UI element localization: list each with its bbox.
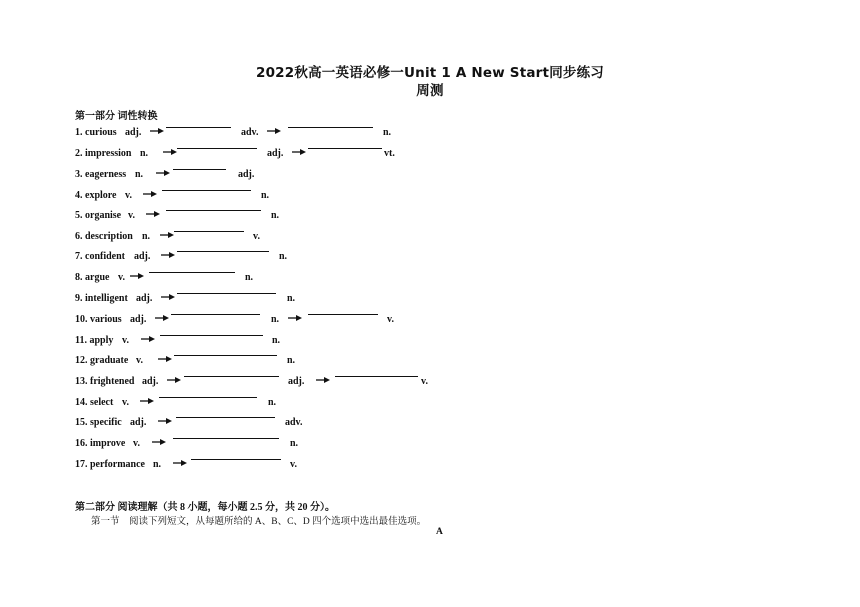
item-number: 9. <box>75 293 83 304</box>
answer-blank[interactable] <box>176 417 275 418</box>
item-number-word <box>75 210 121 221</box>
arrow-right-icon <box>143 190 157 198</box>
item-number-word <box>75 459 145 470</box>
item-number-word <box>75 314 122 325</box>
arrow-right-icon <box>130 272 144 280</box>
part2-heading: 第二部分 阅读理解（共 8 小题，每小题 2.5 分，共 20 分）。 <box>75 502 335 513</box>
part-of-speech: v. <box>125 190 132 201</box>
answer-blank[interactable] <box>149 272 235 273</box>
item-word: specific <box>90 417 122 428</box>
item-number-word <box>75 148 132 159</box>
target-part-of-speech: n. <box>287 293 296 304</box>
target-part-of-speech: n. <box>272 335 281 346</box>
part-of-speech: adj. <box>134 251 151 262</box>
target-part-of-speech: v. <box>387 314 394 325</box>
document-title: 2022秋高一英语必修一Unit 1 A New Start同步练习 <box>256 65 604 81</box>
item-number: 1. <box>75 127 83 138</box>
item-number: 14. <box>75 397 88 408</box>
answer-blank[interactable] <box>184 376 279 377</box>
item-number: 4. <box>75 190 83 201</box>
item-number-word <box>75 251 125 262</box>
target-part-of-speech: n. <box>279 251 288 262</box>
arrow-right-icon <box>156 169 170 177</box>
arrow-right-icon <box>292 148 306 156</box>
item-word: explore <box>85 190 117 201</box>
target-part-of-speech: adj. <box>238 169 255 180</box>
item-number: 8. <box>75 272 83 283</box>
answer-blank[interactable] <box>308 148 382 149</box>
item-number-word <box>75 231 133 242</box>
arrow-right-icon <box>173 459 187 467</box>
target-part-of-speech: adv. <box>241 127 259 138</box>
answer-blank[interactable] <box>288 127 373 128</box>
item-number: 13. <box>75 376 88 387</box>
arrow-right-icon <box>141 335 155 343</box>
target-part-of-speech: n. <box>290 438 299 449</box>
part-of-speech: n. <box>135 169 144 180</box>
part-of-speech: v. <box>118 272 125 283</box>
target-part-of-speech: n. <box>268 397 277 408</box>
item-number-word <box>75 169 126 180</box>
target-part-of-speech: adj. <box>267 148 284 159</box>
part-of-speech: adj. <box>130 314 147 325</box>
arrow-right-icon <box>167 376 181 384</box>
item-number-word <box>75 438 125 449</box>
arrow-right-icon <box>288 314 302 322</box>
item-word: organise <box>85 210 122 221</box>
item-word: select <box>90 397 114 408</box>
section-instruction: 第一节 阅读下列短文，从每题所给的 A、B、C、D 四个选项中选出最佳选项。 <box>91 517 427 527</box>
item-number: 3. <box>75 169 83 180</box>
item-number: 5. <box>75 210 83 221</box>
answer-blank[interactable] <box>335 376 418 377</box>
target-part-of-speech: v. <box>421 376 428 387</box>
item-number-word <box>75 335 113 346</box>
arrow-right-icon <box>140 397 154 405</box>
item-word: description <box>85 231 133 242</box>
answer-blank[interactable] <box>174 355 277 356</box>
item-word: argue <box>85 272 110 283</box>
answer-blank[interactable] <box>159 397 257 398</box>
part-of-speech: v. <box>128 210 135 221</box>
part-of-speech: v. <box>122 335 129 346</box>
item-word: frightened <box>90 376 135 387</box>
item-word: performance <box>90 459 145 470</box>
item-word: apply <box>89 335 114 346</box>
answer-blank[interactable] <box>177 251 269 252</box>
arrow-right-icon <box>267 127 281 135</box>
answer-blank[interactable] <box>166 210 261 211</box>
item-word: impression <box>85 148 132 159</box>
item-number: 11. <box>75 335 87 346</box>
part-of-speech: adj. <box>125 127 142 138</box>
item-word: graduate <box>90 355 129 366</box>
item-word: eagerness <box>85 169 127 180</box>
item-number-word <box>75 397 113 408</box>
item-number-word <box>75 355 128 366</box>
item-word: intelligent <box>85 293 128 304</box>
item-word: various <box>90 314 122 325</box>
item-number: 2. <box>75 148 83 159</box>
arrow-right-icon <box>158 417 172 425</box>
target-part-of-speech: adj. <box>288 376 305 387</box>
answer-blank[interactable] <box>173 169 226 170</box>
item-number: 6. <box>75 231 83 242</box>
item-number: 12. <box>75 355 88 366</box>
part-of-speech: adj. <box>136 293 153 304</box>
target-part-of-speech: n. <box>245 272 254 283</box>
answer-blank[interactable] <box>171 314 260 315</box>
arrow-right-icon <box>163 148 177 156</box>
answer-blank[interactable] <box>166 127 231 128</box>
target-part-of-speech: v. <box>290 459 297 470</box>
item-number-word <box>75 127 117 138</box>
part-of-speech: adj. <box>142 376 159 387</box>
arrow-right-icon <box>316 376 330 384</box>
item-word: improve <box>90 438 126 449</box>
arrow-right-icon <box>160 231 174 239</box>
target-part-of-speech: n. <box>287 355 296 366</box>
item-number-word <box>75 417 122 428</box>
arrow-right-icon <box>150 127 164 135</box>
arrow-right-icon <box>155 314 169 322</box>
answer-blank[interactable] <box>160 335 263 336</box>
target-part-of-speech: n. <box>383 127 392 138</box>
answer-blank[interactable] <box>162 190 251 191</box>
arrow-right-icon <box>158 355 172 363</box>
passage-label: A <box>436 527 443 537</box>
item-number-word <box>75 272 109 283</box>
item-number: 15. <box>75 417 88 428</box>
part1-heading: 第一部分 词性转换 <box>75 111 158 122</box>
target-part-of-speech: n. <box>261 190 270 201</box>
item-word: curious <box>85 127 117 138</box>
item-number-word <box>75 293 128 304</box>
answer-blank[interactable] <box>174 231 244 232</box>
item-number-word <box>75 190 116 201</box>
answer-blank[interactable] <box>308 314 378 315</box>
arrow-right-icon <box>161 293 175 301</box>
part-of-speech: adj. <box>130 417 147 428</box>
item-number: 7. <box>75 251 83 262</box>
item-word: confident <box>85 251 125 262</box>
arrow-right-icon <box>161 251 175 259</box>
answer-blank[interactable] <box>177 293 276 294</box>
part-of-speech: n. <box>140 148 149 159</box>
part-of-speech: v. <box>133 438 140 449</box>
target-part-of-speech: v. <box>253 231 260 242</box>
answer-blank[interactable] <box>177 148 257 149</box>
item-number-word <box>75 376 134 387</box>
part-of-speech: n. <box>153 459 162 470</box>
part-of-speech: n. <box>142 231 151 242</box>
document-subtitle: 周测 <box>416 83 444 99</box>
answer-blank[interactable] <box>173 438 279 439</box>
arrow-right-icon <box>152 438 166 446</box>
target-part-of-speech: n. <box>271 210 280 221</box>
item-number: 10. <box>75 314 88 325</box>
part-of-speech: v. <box>136 355 143 366</box>
item-number: 16. <box>75 438 88 449</box>
part-of-speech: v. <box>122 397 129 408</box>
target-part-of-speech: vt. <box>384 148 395 159</box>
target-part-of-speech: adv. <box>285 417 303 428</box>
answer-blank[interactable] <box>191 459 281 460</box>
item-number: 17. <box>75 459 88 470</box>
target-part-of-speech: n. <box>271 314 280 325</box>
arrow-right-icon <box>146 210 160 218</box>
